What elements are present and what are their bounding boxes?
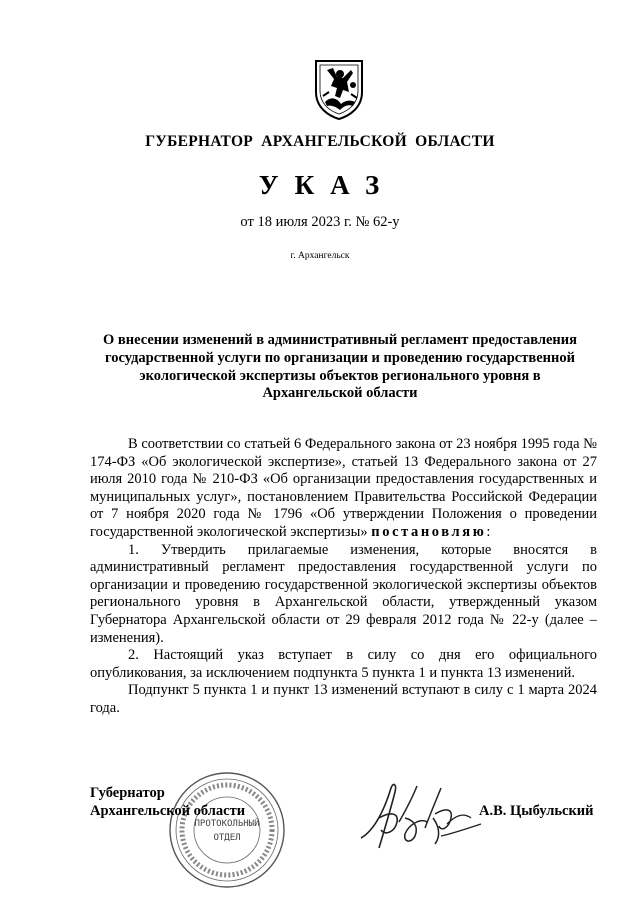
item-1: 1. Утвердить прилагаемые изменения, которые вносятся в административный регламент предоставления государственной услуги по организации и проведению государственной экологической экспертизы объектов регионального уровня в Архангельской области, утвержденный указом Губернатора Архангельской области от 29 февраля 2012 года № 22-у (далее – изменения).	[90, 541, 597, 646]
document-date-number: от 18 июля 2023 г. № 62-у	[240, 214, 400, 230]
signatory-post	[90, 785, 245, 820]
coat-of-arms-icon	[313, 58, 365, 120]
document-body	[90, 436, 597, 718]
signatory-post-line-2: Архангельской области	[90, 802, 246, 819]
handwritten-signature-icon	[355, 778, 485, 856]
document-city: г. Архангельск	[290, 251, 350, 261]
signatory-name: А.В. Цыбульский	[479, 803, 594, 819]
item-2: 2. Настоящий указ вступает в силу со дня его официального опубликования, за исключением подпункта 5 пункта 1 и пункта 13 изменений.	[90, 647, 597, 681]
seal-center-line-2: ОТДЕЛ	[213, 833, 241, 843]
document-type: УКАЗ	[258, 170, 396, 200]
issuing-authority: ГУБЕРНАТОР АРХАНГЕЛЬСКОЙ ОБЛАСТИ	[145, 133, 495, 150]
signatory-post-line-1: Губернатор	[90, 785, 165, 801]
item-3: Подпункт 5 пункта 1 и пункт 13 изменений вступают в силу с 1 марта 2024 года.	[90, 682, 597, 716]
preamble-paragraph	[90, 436, 597, 542]
document-title: О внесении изменений в административный регламент предоставления государственной услуги по организации и проведению государственной экологической экспертизы объектов регионального уровня в Архангельской области	[103, 332, 577, 402]
decree-colon: :	[486, 523, 491, 540]
seal-center-line-1: ПРОТОКОЛЬНЫЙ	[194, 819, 260, 829]
preamble-text: В соответствии со статьей 6 Федерального закона от 23 ноября 1995 года № 174-ФЗ «Об экологической экспертизе», статьей 13 Федерального закона от 27 июля 2010 года № 210-ФЗ «Об организации предоставления государственных и муниципальных услуг», постановлением Правительства Российской Федерации от 7 ноября 2020 года № 1796 «Об утверждении Положения о проведении государственной экологической экспертизы»	[90, 436, 597, 540]
decree-word: постановляю	[371, 523, 487, 540]
